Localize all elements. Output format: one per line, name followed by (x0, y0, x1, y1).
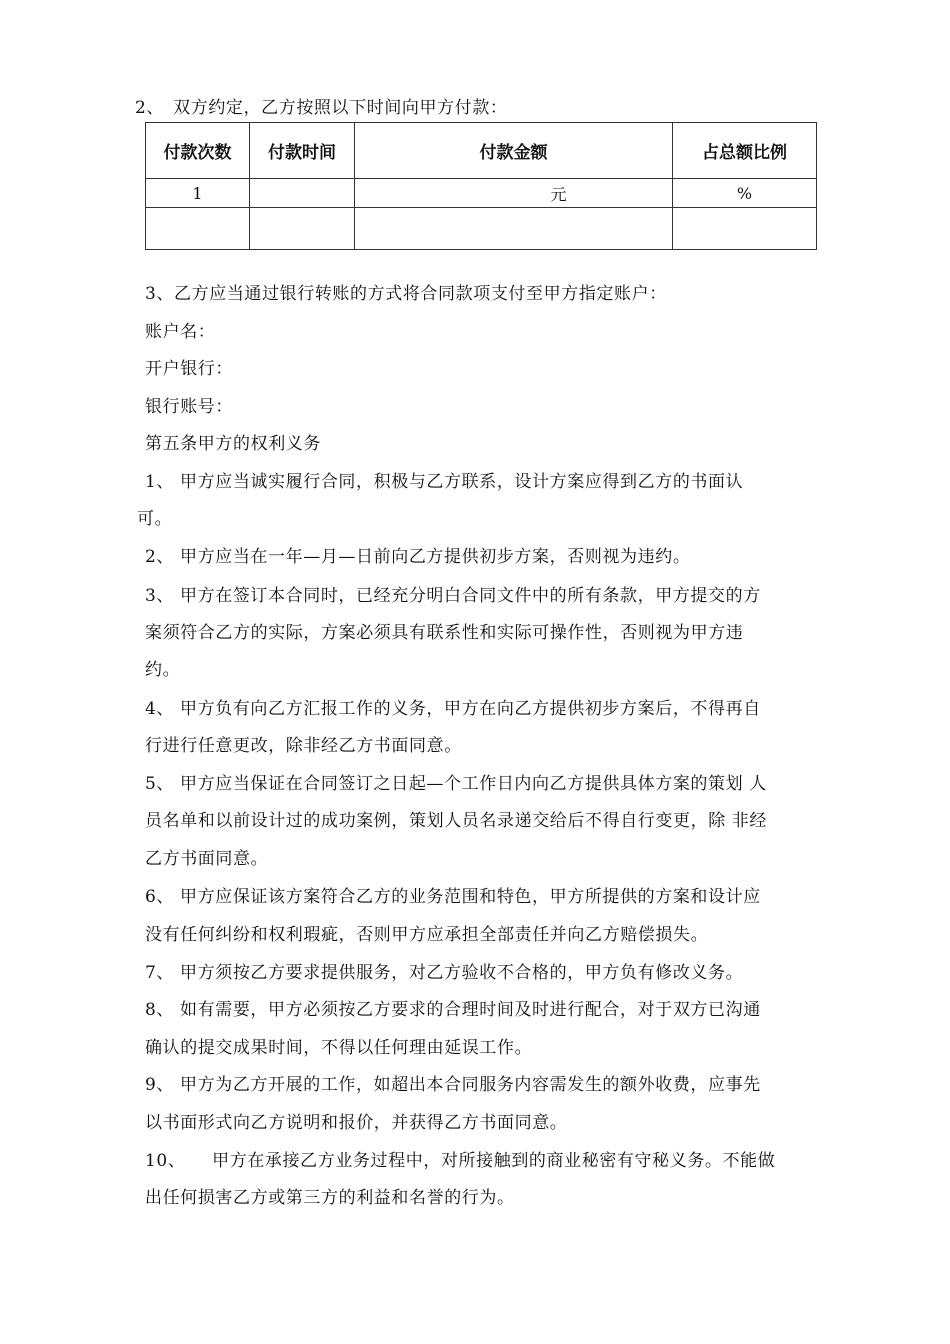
body-line: 3、 甲方在签订本合同时，已经充分明白合同文件中的所有条款，甲方提交的方 (145, 586, 761, 606)
table-row (146, 208, 817, 250)
body-line: 6、 甲方应保证该方案符合乙方的业务范围和特色，甲方所提供的方案和设计应 (145, 887, 761, 907)
body-line: 没有任何纠纷和权利瑕疵，否则甲方应承担全部责任并向乙方赔偿损失。 (145, 925, 709, 945)
cell-amount: 元 (355, 179, 673, 208)
body-line: 确认的提交成果时间，不得以任何理由延误工作。 (145, 1038, 533, 1058)
bank-name-label: 开户银行： (145, 359, 233, 379)
body-line: 行进行任意更改，除非经乙方书面同意。 (145, 736, 462, 756)
table-row (146, 179, 817, 208)
article-title: 第五条甲方的权利义务 (145, 434, 321, 454)
body-line: 案须符合乙方的实际，方案必须具有联系性和实际可操作性，否则视为甲方违 (145, 623, 744, 643)
cell-time (250, 179, 355, 208)
body-line: 乙方书面同意。 (145, 849, 269, 869)
body-line: 9、 甲方为乙方开展的工作，如超出本合同服务内容需发生的额外收费，应事先 (145, 1075, 761, 1095)
body-line: 出任何损害乙方或第三方的利益和名誉的行为。 (145, 1188, 515, 1208)
header-payment-count: 付款次数 (146, 123, 250, 179)
cell-ratio: % (673, 179, 817, 208)
cell-time (250, 208, 355, 250)
body-line: 2、 甲方应当在一年—月—日前向乙方提供初步方案，否则视为违约。 (145, 547, 691, 567)
cell-amount (355, 208, 673, 250)
body-line: 员名单和以前设计过的成功案例，策划人员名录递交给后不得自行变更，除 非经 (145, 811, 768, 831)
table-header-row (146, 123, 817, 179)
account-number-label: 银行账号： (145, 397, 233, 417)
account-name-label: 账户名： (145, 322, 216, 342)
cell-count (146, 208, 250, 250)
body-line: 以书面形式向乙方说明和报价，并获得乙方书面同意。 (145, 1113, 568, 1133)
header-payment-time: 付款时间 (250, 123, 355, 179)
payment-intro: 2、 双方约定，乙方按照以下时间向甲方付款： (135, 98, 508, 118)
body-line: 7、 甲方须按乙方要求提供服务，对乙方验收不合格的，甲方负有修改义务。 (145, 963, 744, 983)
body-line: 4、 甲方负有向乙方汇报工作的义务，甲方在向乙方提供初步方案后，不得再自 (145, 699, 761, 719)
cell-ratio (673, 208, 817, 250)
body-line: 10、 甲方在承接乙方业务过程中，对所接触到的商业秘密有守秘义务。不能做 (145, 1151, 776, 1171)
cell-count: 1 (146, 179, 250, 208)
payment-table (145, 122, 817, 250)
body-line: 8、 如有需要，甲方必须按乙方要求的合理时间及时进行配合，对于双方已沟通 (145, 1000, 761, 1020)
bank-clause: 3、乙方应当通过银行转账的方式将合同款项支付至甲方指定账户： (145, 284, 667, 304)
body-line: 5、 甲方应当保证在合同签订之日起—个工作日内向乙方提供具体方案的策划 人 (145, 774, 767, 794)
body-line: 1、 甲方应当诚实履行合同，积极与乙方联系，设计方案应得到乙方的书面认 (145, 472, 744, 492)
header-payment-amount: 付款金额 (355, 123, 673, 179)
body-line: 约。 (145, 660, 181, 680)
header-payment-ratio: 占总额比例 (673, 123, 817, 179)
body-line: 可。 (137, 509, 173, 529)
